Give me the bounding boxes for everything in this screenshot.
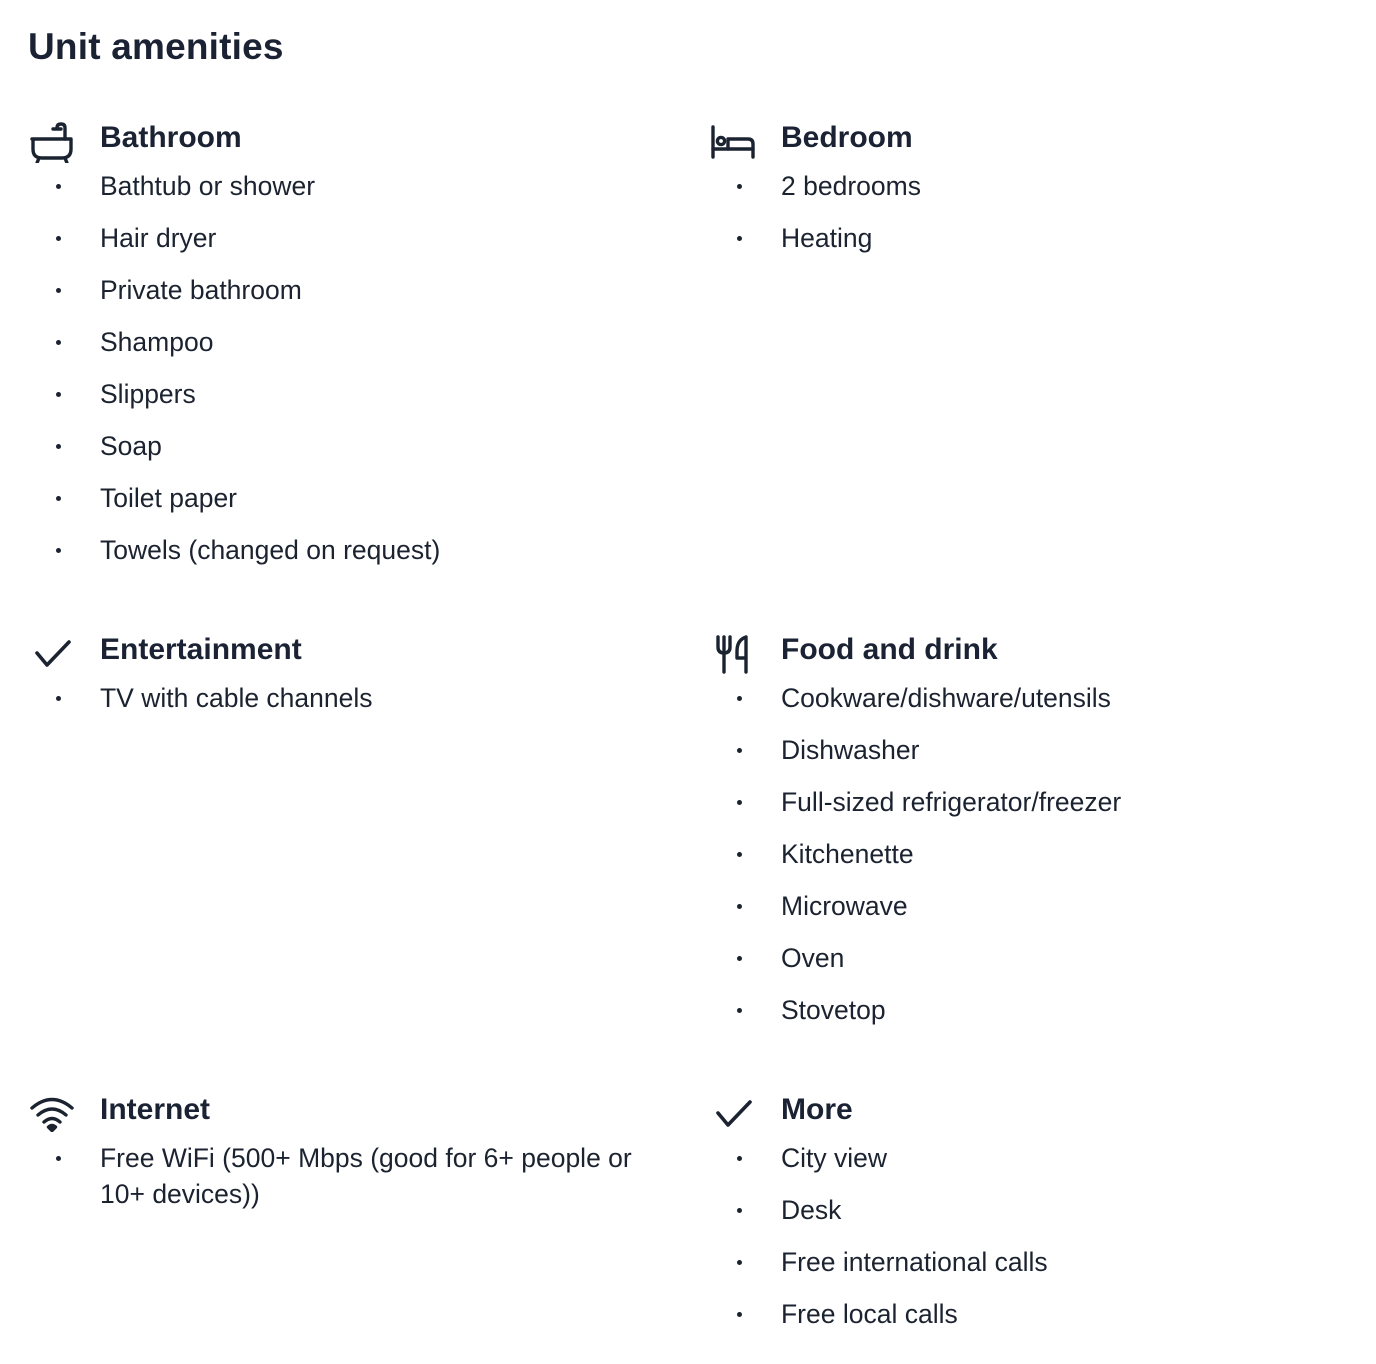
list-item: Oven [709,940,1341,976]
list-item: Toilet paper [28,480,660,516]
list-item: Free international calls [709,1244,1341,1280]
list-item: Private bathroom [28,272,660,308]
bathtub-icon [28,118,76,166]
amenity-list [709,1140,1341,1348]
section-title: Entertainment [100,633,302,666]
section-title: Bathroom [100,121,242,154]
list-item: Heating [709,220,1341,256]
amenity-list [28,680,660,732]
check-icon [709,1090,757,1138]
list-item: Bathtub or shower [28,168,660,204]
list-item: Free local calls [709,1296,1341,1332]
list-item: 2 bedrooms [709,168,1341,204]
amenity-list [709,680,1341,1044]
section-title: More [781,1093,853,1126]
list-item: Shampoo [28,324,660,360]
list-item: Kitchenette [709,836,1341,872]
list-item: TV with cable channels [28,680,660,716]
list-item: Soap [28,428,660,464]
list-item: Slippers [28,376,660,412]
page-title: Unit amenities [28,26,284,67]
list-item: Hair dryer [28,220,660,256]
amenity-list [709,168,1341,272]
list-item: Microwave [709,888,1341,924]
amenity-list [28,168,660,584]
section-title: Food and drink [781,633,998,666]
section-title: Bedroom [781,121,913,154]
amenity-list [28,1140,660,1228]
list-item: Free WiFi (500+ Mbps (good for 6+ people or 10+ devices)) [28,1140,660,1212]
bed-icon [709,118,757,166]
wifi-icon [28,1090,76,1138]
list-item: Stovetop [709,992,1341,1028]
list-item: Towels (changed on request) [28,532,660,568]
list-item: Full-sized refrigerator/freezer [709,784,1341,820]
list-item: Cookware/dishware/utensils [709,680,1341,716]
list-item: Dishwasher [709,732,1341,768]
section-title: Internet [100,1093,211,1126]
check-icon [28,630,76,678]
list-item: Desk [709,1192,1341,1228]
list-item: City view [709,1140,1341,1176]
fork-knife-icon [709,630,757,678]
